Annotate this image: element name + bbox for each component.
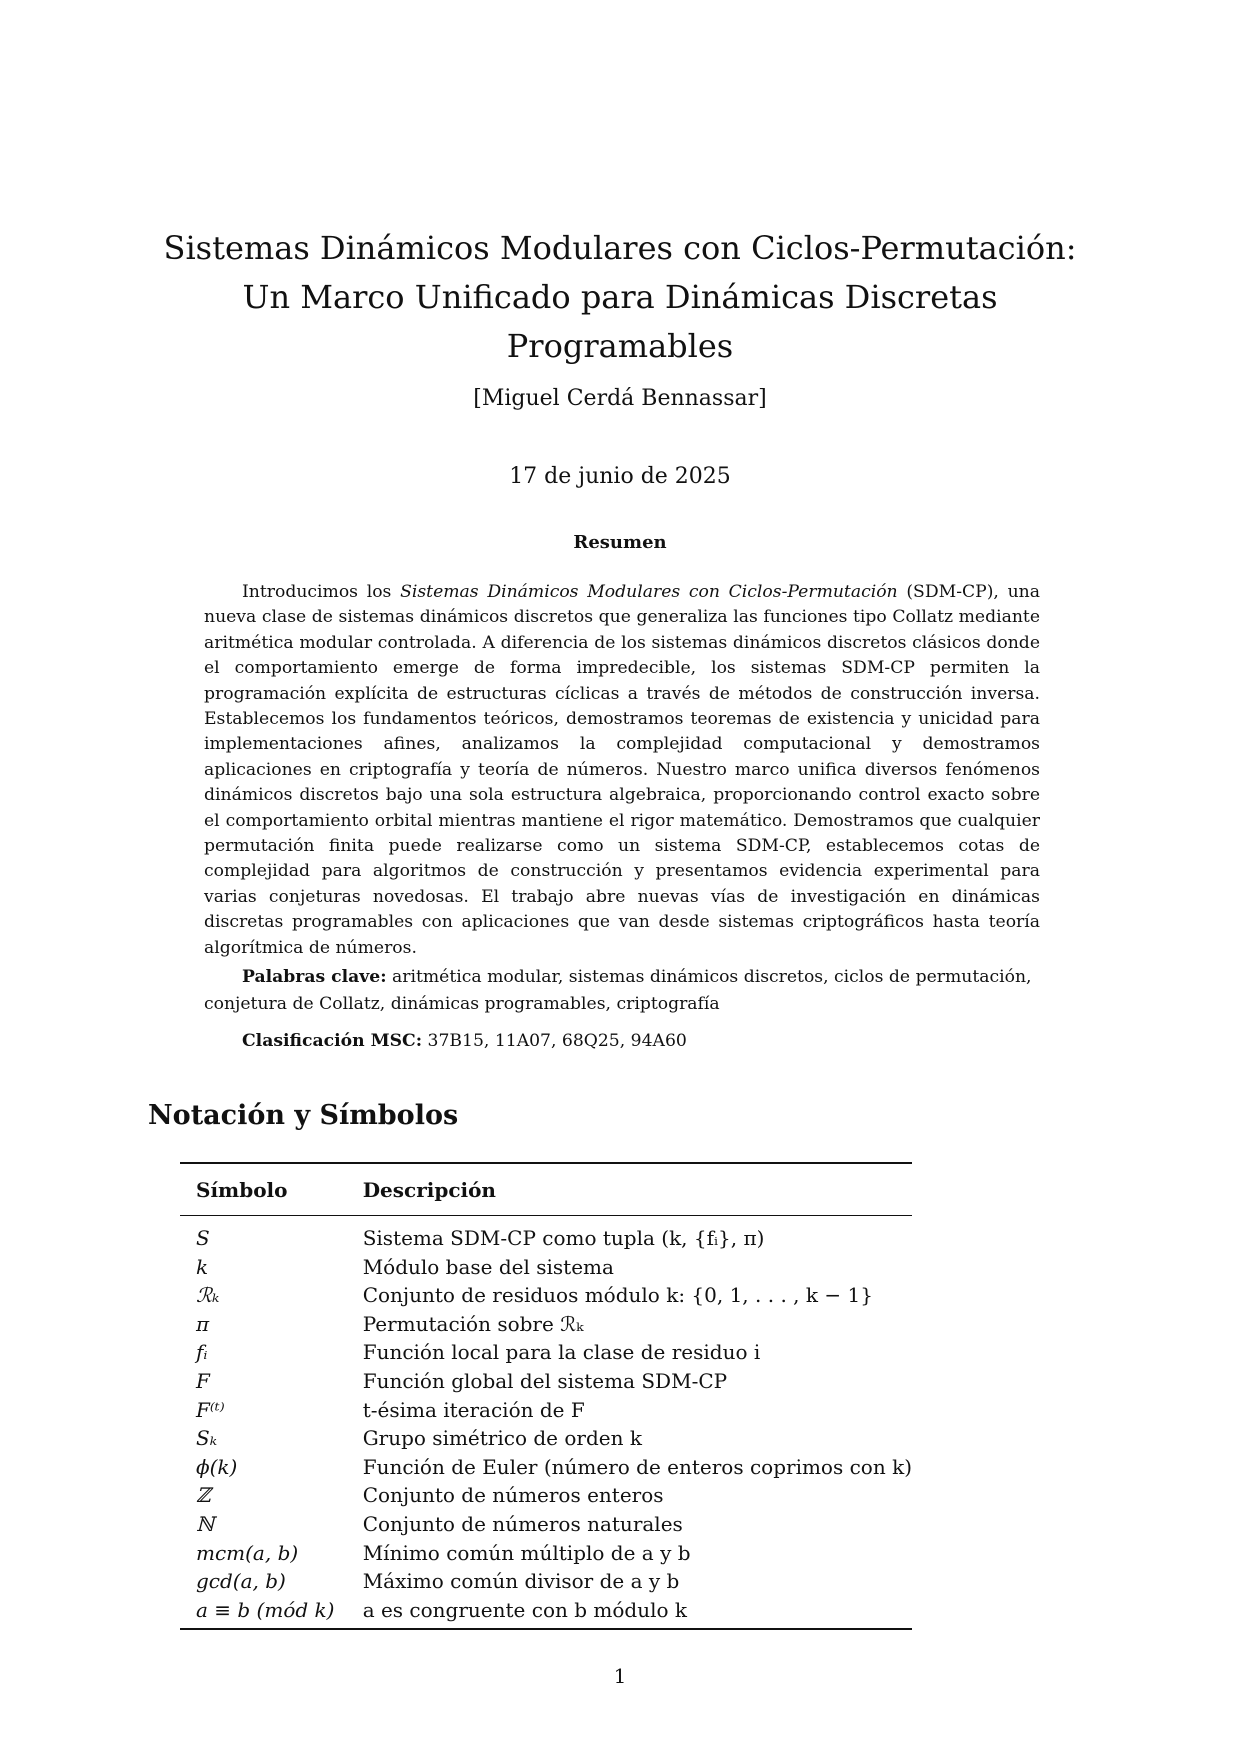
symbol-cell: Sₖ	[196, 1426, 217, 1451]
title-line-2: Un Marco Unificado para Dinámicas Discretas	[242, 278, 998, 316]
title-line-1: Sistemas Dinámicos Modulares con Ciclos-Permutación:	[163, 229, 1077, 267]
author: [Miguel Cerdá Bennassar]	[473, 386, 767, 411]
abstract-intro: Introducimos los	[242, 582, 401, 602]
description-cell: Mínimo común múltiplo de a y b	[362, 1540, 691, 1565]
description-cell: a es congruente con b módulo k	[362, 1597, 687, 1622]
msc-label: Clasificación MSC:	[242, 1031, 423, 1051]
page-number: 1	[613, 1664, 627, 1688]
symbol-cell: mcm(a, b)	[196, 1540, 299, 1565]
symbol-cell: a ≡ b (mód k)	[196, 1597, 335, 1622]
description-cell: Grupo simétrico de orden k	[362, 1426, 642, 1451]
symbol-cell: ϕ(k)	[196, 1454, 238, 1479]
abstract-emphasis: Sistemas Dinámicos Modulares con Ciclos-Permutación	[400, 582, 898, 602]
description-cell: Conjunto de residuos módulo k: {0, 1, . . . , k − 1}	[362, 1283, 873, 1308]
table-row	[180, 1310, 912, 1339]
symbol-cell: ℛₖ	[196, 1283, 220, 1308]
symbol-cell: k	[196, 1254, 209, 1279]
table-row	[180, 1338, 912, 1367]
description-cell: Módulo base del sistema	[362, 1254, 614, 1279]
symbol-cell: gcd(a, b)	[196, 1569, 286, 1594]
table-row	[180, 1396, 912, 1425]
description-cell: Función global del sistema SDM-CP	[362, 1368, 728, 1393]
description-cell: Conjunto de números enteros	[362, 1483, 664, 1508]
paper-title	[100, 224, 1140, 371]
table-row	[180, 1253, 912, 1282]
symbol-cell: S	[196, 1226, 210, 1250]
description-cell: Máximo común divisor de a y b	[362, 1569, 680, 1594]
notation-table	[180, 1162, 912, 1630]
table-row	[180, 1281, 912, 1310]
symbol-cell: F⁽ᵗ⁾	[196, 1397, 225, 1422]
table-row	[180, 1567, 912, 1596]
header-symbol: Símbolo	[180, 1163, 347, 1216]
keywords	[204, 964, 1040, 1018]
table-row	[180, 1481, 912, 1510]
symbol-cell: fᵢ	[196, 1340, 208, 1365]
description-cell: t-ésima iteración de F	[362, 1397, 585, 1422]
table-header-row	[180, 1163, 912, 1216]
section-title: Notación y Símbolos	[148, 1100, 459, 1131]
description-cell: Función de Euler (número de enteros coprimos con k)	[362, 1454, 912, 1479]
table-row	[180, 1453, 912, 1482]
symbol-cell: ℕ	[196, 1511, 215, 1536]
keywords-label: Palabras clave:	[242, 967, 387, 987]
table-row	[180, 1216, 912, 1253]
description-cell: Sistema SDM-CP como tupla (k, {fᵢ}, π)	[362, 1226, 765, 1250]
symbol-cell: ℤ	[196, 1483, 211, 1508]
keywords-text: aritmética modular, sistemas dinámicos discretos, ciclos de permutación, conjetura de Collatz, dinámicas programables, criptografía	[204, 967, 1032, 1014]
title-line-3: Programables	[506, 327, 734, 365]
table-row	[180, 1510, 912, 1539]
header-description: Descripción	[347, 1163, 912, 1216]
symbol-cell: F	[196, 1368, 210, 1393]
msc-text: 37B15, 11A07, 68Q25, 94A60	[422, 1031, 687, 1051]
description-cell: Función local para la clase de residuo i	[362, 1340, 761, 1365]
table-row	[180, 1367, 912, 1396]
table-row	[180, 1424, 912, 1453]
abstract-body: (SDM-CP), una nueva clase de sistemas dinámicos discretos que generaliza las funciones tipo Collatz mediante aritmética modular controlada. A diferencia de los sistemas dinámicos discretos clásicos donde el comportamiento emerge de forma impredecible, los sistemas SDM-CP permiten la programación explícita de estructuras cíclicas a través de métodos de construcción inversa. Establecemos los fundamentos teóricos, demostramos teoremas de existencia y unicidad para implementaciones afines, analizamos la complejidad computacional y demostramos aplicaciones en criptografía y teoría de números. Nuestro marco unifica diversos fenómenos dinámicos discretos bajo una sola estructura algebraica, proporcionando control exacto sobre el comportamiento orbital mientras mantiene el rigor matemático. Demostramos que cualquier permutación finita puede realizarse como un sistema SDM-CP, establecemos cotas de complejidad para algoritmos de construcción y presentamos evidencia experimental para varias conjeturas novedosas. El trabajo abre nuevas vías de investigación en dinámicas discretas programables con aplicaciones que van desde sistemas criptográficos hasta teoría algorítmica de números.	[204, 582, 1040, 958]
description-cell: Conjunto de números naturales	[362, 1511, 683, 1536]
abstract-text	[204, 580, 1040, 961]
table-row	[180, 1539, 912, 1568]
description-cell: Permutación sobre ℛₖ	[362, 1311, 584, 1336]
abstract-heading: Resumen	[573, 532, 667, 553]
date: 17 de junio de 2025	[509, 464, 731, 489]
table-row	[180, 1596, 912, 1630]
symbol-cell: π	[196, 1311, 210, 1336]
msc-classification	[242, 1028, 687, 1055]
